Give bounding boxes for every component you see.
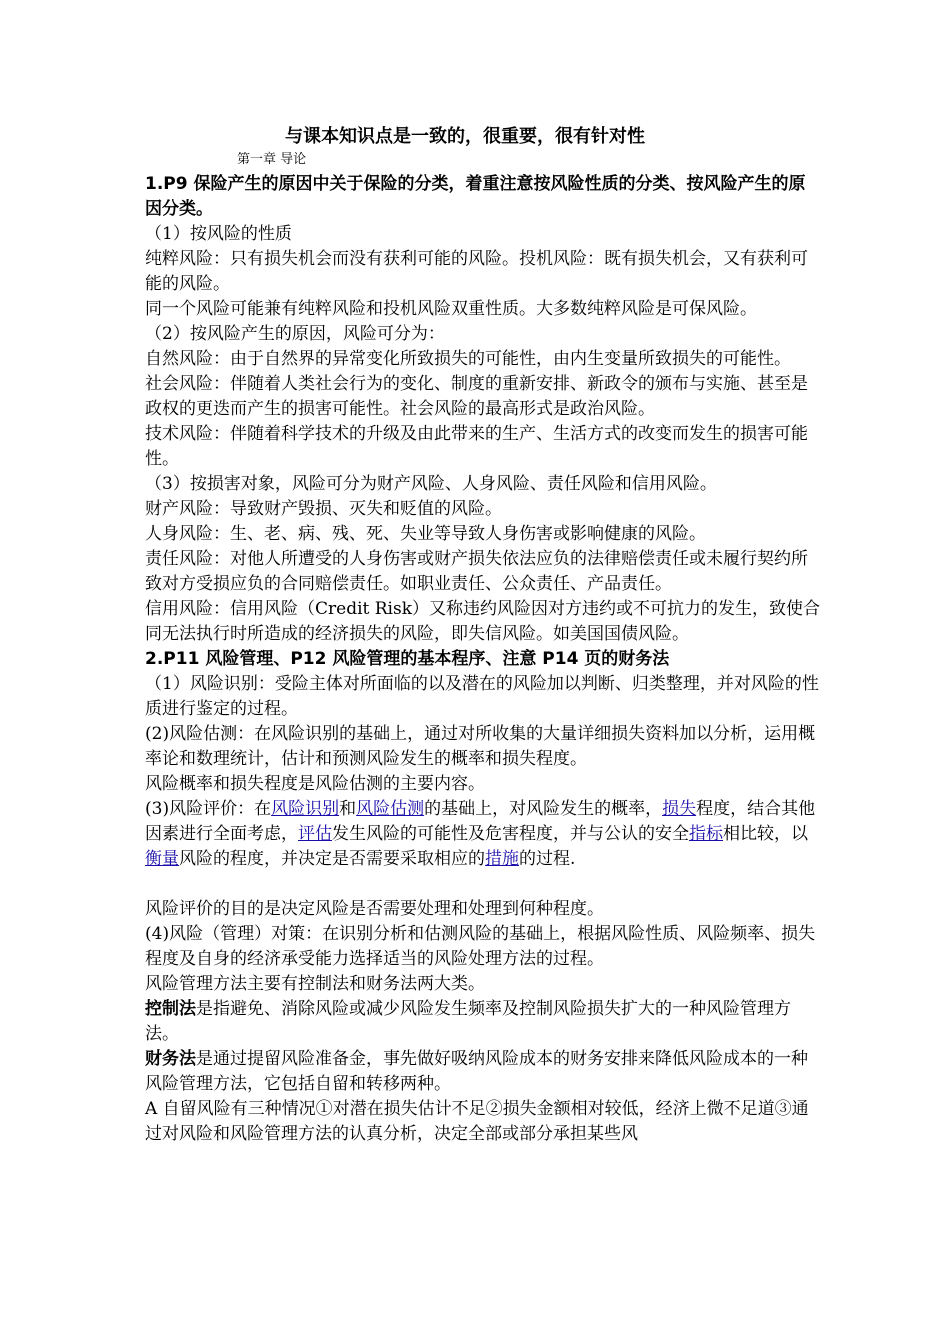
blank-line: [145, 872, 821, 897]
paragraph: （2）按风险产生的原因，风险可分为：: [145, 324, 445, 344]
chapter-label: 第一章 导论: [237, 152, 307, 167]
paragraph: [145, 1047, 821, 1097]
paragraph: (2)风险估测：在风险识别的基础上，通过对所收集的大量详细损失资料加以分析，运用概率论和数理统计，估计和预测风险发生的概率和损失程度。: [145, 724, 816, 769]
section-heading-1: 1.P9 保险产生的原因中关于保险的分类，着重注意按风险性质的分类、按风险产生的原因分类。: [145, 174, 806, 219]
paragraph: 人身风险：生、老、病、残、死、失业等导致人身伤害或影响健康的风险。: [145, 524, 706, 544]
paragraph: [145, 997, 821, 1047]
paragraph: 社会风险：伴随着人类社会行为的变化、制度的重新安排、新政令的颁布与实施、甚至是政权的更迭而产生的损害可能性。社会风险的最高形式是政治风险。: [145, 374, 808, 419]
paragraph: 责任风险：对他人所遭受的人身伤害或财产损失依法应负的法律赔偿责任或未履行契约所致对方受损应负的合同赔偿责任。如职业责任、公众责任、产品责任。: [145, 549, 808, 594]
link-measure[interactable]: 衡量: [145, 849, 179, 869]
paragraph-with-links: [145, 797, 821, 872]
term-control-method: 控制法: [145, 999, 196, 1019]
link-risk-estimation[interactable]: 风险估测: [356, 799, 425, 819]
section-heading-2: 2.P11 风险管理、P12 风险管理的基本程序、注意 P14 页的财务法: [145, 649, 670, 669]
text-segment: (3)风险评价：在: [145, 799, 272, 819]
link-assessment[interactable]: 评估: [298, 824, 332, 844]
link-risk-identification[interactable]: 风险识别: [271, 799, 340, 819]
text-segment: 的过程.: [519, 849, 576, 869]
paragraph: 技术风险：伴随着科学技术的升级及由此带来的生产、生活方式的改变而发生的损害可能性。: [145, 424, 808, 469]
text-segment: 和: [339, 799, 357, 819]
paragraph: （3）按损害对象，风险可分为财产风险、人身风险、责任风险和信用风险。: [145, 474, 717, 494]
paragraph: （1）按风险的性质: [145, 224, 292, 244]
paragraph: 信用风险：信用风险（Credit Risk）又称违约风险因对方违约或不可抗力的发生，致使合同无法执行时所造成的经济损失的风险，即失信风险。如美国国债风险。: [145, 599, 821, 644]
term-finance-method: 财务法: [145, 1049, 196, 1069]
link-measures[interactable]: 措施: [485, 849, 519, 869]
text-segment: 相比较，以: [723, 824, 808, 844]
page-title: 与课本知识点是一致的，很重要，很有针对性: [285, 126, 645, 147]
paragraph: (4)风险（管理）对策：在识别分析和估测风险的基础上，根据风险性质、风险频率、损失程度及自身的经济承受能力选择适当的风险处理方法的过程。: [145, 924, 816, 969]
paragraph: 风险评价的目的是决定风险是否需要处理和处理到何种程度。: [145, 899, 604, 919]
paragraph: 财产风险：导致财产毁损、灭失和贬值的风险。: [145, 499, 502, 519]
text-segment: 是通过提留风险准备金，事先做好吸纳风险成本的财务安排来降低风险成本的一种风险管理方法，它包括自留和转移两种。: [145, 1049, 808, 1094]
text-segment: 风险的程度，并决定是否需要采取相应的: [179, 849, 485, 869]
link-loss[interactable]: 损失: [662, 799, 697, 819]
paragraph: 风险概率和损失程度是风险估测的主要内容。: [145, 774, 485, 794]
document-body: [145, 172, 821, 1147]
paragraph: 纯粹风险：只有损失机会而没有获利可能的风险。投机风险：既有损失机会，又有获利可能的风险。: [145, 249, 808, 294]
text-segment: 的基础上，对风险发生的概率，: [424, 799, 663, 819]
paragraph: 自然风险：由于自然界的异常变化所致损失的可能性，由内生变量所致损失的可能性。: [145, 349, 791, 369]
paragraph: A 自留风险有三种情况①对潜在损失估计不足②损失金额相对较低，经济上微不足道③通过对风险和风险管理方法的认真分析，决定全部或部分承担某些风: [145, 1099, 809, 1144]
paragraph: 同一个风险可能兼有纯粹风险和投机风险双重性质。大多数纯粹风险是可保风险。: [145, 299, 757, 319]
paragraph: 风险管理方法主要有控制法和财务法两大类。: [145, 974, 485, 994]
text-segment: 程度，结合其他因素进行全面考虑，: [145, 799, 816, 844]
paragraph: （1）风险识别：受险主体对所面临的以及潜在的风险加以判断、归类整理，并对风险的性质进行鉴定的过程。: [145, 674, 819, 719]
link-indicator[interactable]: 指标: [689, 824, 723, 844]
text-segment: 是指避免、消除风险或减少风险发生频率及控制风险损失扩大的一种风险管理方法。: [145, 999, 791, 1044]
text-segment: 发生风险的可能性及危害程度，并与公认的安全: [332, 824, 689, 844]
